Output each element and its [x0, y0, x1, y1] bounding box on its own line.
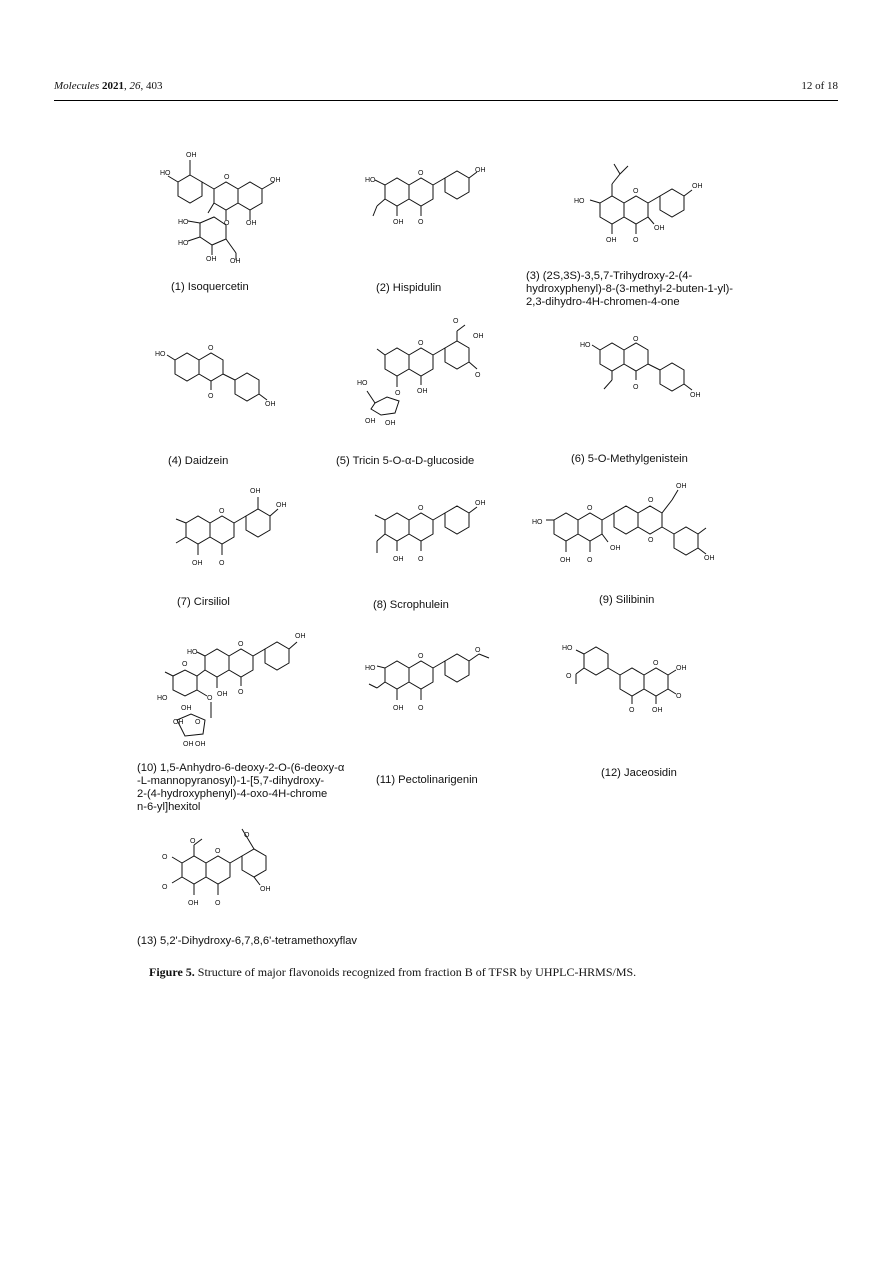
- structure-12-drawing: [562, 640, 712, 720]
- compound-structure-10: [155, 628, 315, 753]
- atom-label: O: [475, 372, 481, 379]
- atom-label: HO: [160, 170, 171, 177]
- figure-caption: [149, 965, 849, 980]
- structure-10-drawing: [155, 628, 315, 753]
- atom-label: O: [208, 345, 214, 352]
- atom-label: O: [244, 832, 250, 839]
- compound-label-6: (6) 5-O-Methylgenistein: [571, 453, 688, 465]
- compound-label-7: (7) Cirsiliol: [177, 596, 230, 608]
- compound-structure-5: [355, 315, 495, 430]
- structure-4-drawing: [155, 340, 285, 410]
- compound-label-9: (9) Silibinin: [599, 594, 655, 606]
- atom-label: HO: [365, 177, 376, 184]
- atom-label: OH: [186, 152, 197, 159]
- atom-label: OH: [654, 225, 665, 232]
- journal-volume: 26: [129, 80, 141, 92]
- page-number: 12 of 18: [801, 80, 838, 92]
- compound-label-12: (12) Jaceosidin: [601, 767, 677, 779]
- atom-label: O: [395, 390, 401, 397]
- atom-label: OH: [365, 418, 376, 425]
- figure-caption-label: Figure 5.: [149, 965, 195, 979]
- structure-9-drawing: [532, 480, 722, 570]
- structure-3-drawing: [570, 158, 710, 248]
- journal-name: Molecules: [54, 80, 100, 92]
- atom-label: OH: [250, 488, 261, 495]
- atom-label: O: [238, 689, 244, 696]
- compound-label-3: (3) (2S,3S)-3,5,7-Trihydroxy-2-(4- hydroxyphenyl)-8-(3-methyl-2-buten-1-yl)- 2,3-dihydro-4H-chromen-4-one: [526, 270, 734, 308]
- atom-label: O: [453, 318, 459, 325]
- compound-label-13: (13) 5,2'-Dihydroxy-6,7,8,6'-tetramethoxyflav: [137, 935, 358, 947]
- atom-label: OH: [606, 237, 617, 244]
- atom-label: OH: [385, 420, 396, 427]
- compound-structure-6: [580, 335, 710, 415]
- atom-label: O: [215, 848, 221, 855]
- atom-label: HO: [357, 380, 368, 387]
- atom-label: HO: [532, 519, 543, 526]
- structure-1-drawing: [160, 145, 300, 270]
- atom-label: O: [676, 693, 682, 700]
- atom-label: OH: [270, 177, 281, 184]
- atom-label: HO: [580, 342, 591, 349]
- atom-label: O: [633, 188, 639, 195]
- compound-label-2: (2) Hispidulin: [376, 282, 442, 294]
- atom-label: O: [566, 673, 572, 680]
- compound-label-1: (1) Isoquercetin: [171, 281, 249, 293]
- atom-label: O: [219, 560, 225, 567]
- compound-structure-1: [160, 145, 300, 270]
- compound-structure-8: [365, 495, 495, 570]
- atom-label: O: [208, 393, 214, 400]
- atom-label: HO: [562, 645, 573, 652]
- atom-label: OH: [230, 258, 241, 265]
- compound-label-4: (4) Daidzein: [168, 455, 229, 467]
- atom-label: HO: [178, 240, 189, 247]
- atom-label: OH: [295, 633, 306, 640]
- compound-label-8: (8) Scrophulein: [373, 599, 449, 611]
- atom-label: OH: [183, 741, 194, 748]
- structure-13-drawing: [152, 825, 302, 920]
- atom-label: O: [238, 641, 244, 648]
- atom-label: O: [418, 340, 424, 347]
- compound-structure-13: [152, 825, 302, 920]
- structure-2-drawing: [365, 160, 495, 235]
- atom-label: OH: [188, 900, 199, 907]
- atom-label: O: [629, 707, 635, 714]
- atom-label: HO: [187, 649, 198, 656]
- page-header: [54, 78, 838, 101]
- atom-label: O: [162, 854, 168, 861]
- atom-label: OH: [206, 256, 217, 263]
- atom-label: HO: [365, 665, 376, 672]
- atom-label: OH: [473, 333, 484, 340]
- atom-label: O: [648, 497, 654, 504]
- atom-label: OH: [652, 707, 663, 714]
- atom-label: O: [418, 219, 424, 226]
- atom-label: OH: [560, 557, 571, 564]
- compound-structure-12: [562, 640, 712, 720]
- compound-structure-7: [160, 485, 300, 570]
- atom-label: OH: [246, 220, 257, 227]
- atom-label: OH: [276, 502, 287, 509]
- structure-8-drawing: [365, 495, 495, 570]
- atom-label: OH: [181, 705, 192, 712]
- compound-structure-2: [365, 160, 495, 235]
- atom-label: OH: [690, 392, 701, 399]
- atom-label: OH: [217, 691, 228, 698]
- atom-label: O: [418, 170, 424, 177]
- atom-label: O: [418, 505, 424, 512]
- atom-label: OH: [704, 555, 715, 562]
- atom-label: O: [182, 661, 188, 668]
- atom-label: OH: [173, 719, 184, 726]
- atom-label: HO: [574, 198, 585, 205]
- atom-label: O: [418, 653, 424, 660]
- compound-label-11: (11) Pectolinarigenin: [376, 774, 478, 786]
- atom-label: OH: [417, 388, 428, 395]
- atom-label: HO: [157, 695, 168, 702]
- atom-label: OH: [260, 886, 271, 893]
- structure-5-drawing: [355, 315, 495, 430]
- atom-label: O: [633, 384, 639, 391]
- atom-label: OH: [265, 401, 276, 408]
- compound-structure-11: [365, 640, 505, 720]
- atom-label: HO: [155, 351, 166, 358]
- atom-label: O: [587, 557, 593, 564]
- atom-label: O: [219, 508, 225, 515]
- atom-label: O: [648, 537, 654, 544]
- atom-label: OH: [393, 556, 404, 563]
- atom-label: OH: [393, 705, 404, 712]
- atom-label: HO: [178, 219, 189, 226]
- atom-label: O: [587, 505, 593, 512]
- atom-label: OH: [676, 665, 687, 672]
- atom-label: O: [224, 220, 230, 227]
- atom-label: OH: [195, 741, 206, 748]
- structure-7-drawing: [160, 485, 300, 570]
- atom-label: O: [207, 695, 213, 702]
- atom-label: OH: [393, 219, 404, 226]
- compound-structure-3: [570, 158, 710, 248]
- atom-label: OH: [692, 183, 703, 190]
- journal-year: 2021: [101, 80, 124, 92]
- atom-label: O: [418, 705, 424, 712]
- atom-label: O: [224, 174, 230, 181]
- atom-label: O: [475, 647, 481, 654]
- compound-structure-9: [532, 480, 722, 570]
- atom-label: O: [215, 900, 221, 907]
- atom-label: O: [633, 336, 639, 343]
- compound-label-5: (5) Tricin 5-O-α-D-glucoside: [336, 455, 475, 467]
- journal-citation: Molecules 2021, 26, 403: [54, 80, 163, 92]
- atom-label: O: [190, 838, 196, 845]
- structure-11-drawing: [365, 640, 505, 720]
- atom-label: O: [418, 556, 424, 563]
- compound-structure-4: [155, 340, 285, 410]
- atom-label: OH: [475, 500, 486, 507]
- atom-label: O: [653, 660, 659, 667]
- atom-label: O: [633, 237, 639, 244]
- atom-label: OH: [192, 560, 203, 567]
- structure-6-drawing: [580, 335, 710, 415]
- atom-label: O: [195, 719, 201, 726]
- figure-caption-text: Structure of major flavonoids recognized from fraction B of TFSR by UHPLC-HRMS/MS.: [194, 965, 637, 979]
- atom-label: OH: [610, 545, 621, 552]
- compound-label-10: (10) 1,5-Anhydro-6-deoxy-2-O-(6-deoxy-α -L-mannopyranosyl)-1-[5,7-dihydroxy- 2-(4-hydroxyphenyl)-4-oxo-4H-chrome n-6-yl]hexitol: [137, 762, 345, 813]
- atom-label: OH: [475, 167, 486, 174]
- article-number: 403: [145, 80, 163, 92]
- atom-label: OH: [676, 483, 687, 490]
- atom-label: O: [162, 884, 168, 891]
